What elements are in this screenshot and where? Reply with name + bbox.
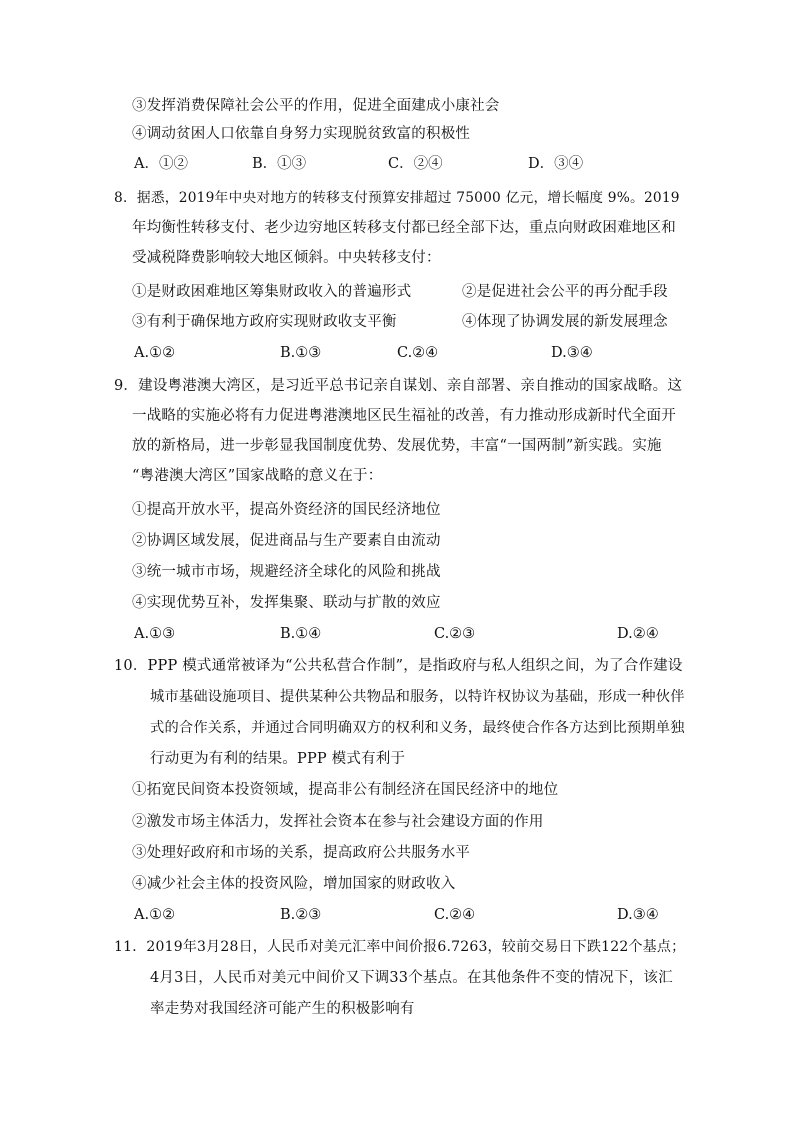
q9-stem-line-4: “粤港澳大湾区”国家战略的意义在于： [132, 468, 383, 484]
q7-item-4: ④调动贫困人口依靠自身努力实现脱贫致富的积极性 [132, 126, 471, 142]
q9-option-c: C.②③ [434, 626, 476, 642]
q8-item-1: ①是财政困难地区筹集财政收入的普遍形式 [132, 284, 412, 300]
q10-option-a: A.①② [134, 907, 176, 923]
q7-option-d: D．③④ [528, 156, 584, 172]
q9-item-4: ④实现优势互补，发挥集聚、联动与扩散的效应 [132, 595, 441, 611]
q8-item-4: ④体现了协调发展的新发展理念 [462, 314, 668, 330]
q10-item-2: ②激发市场主体活力，发挥社会资本在参与社会建设方面的作用 [132, 814, 544, 830]
q10-stem-line-2: 城市基础设施项目、提供某种公共物品和服务，以特许权协议为基础，形成一种伙伴 [150, 689, 685, 705]
q10-stem-line-4: 行动更为有利的结果。PPP 模式有利于 [150, 751, 406, 767]
q7-option-a: A．①② [134, 156, 188, 172]
q10-item-3: ③处理好政府和市场的关系，提高政府公共服务水平 [132, 845, 471, 861]
q9-option-d: D.②④ [617, 626, 659, 642]
q10-stem-line-1: 10．PPP 模式通常被译为“公共私营合作制”，是指政府与私人组织之间，为了合作建设 [114, 658, 683, 674]
q11-stem-line-2: 4月3日，人民币对美元中间价又下调33个基点。在其他条件不变的情况下，该汇 [150, 970, 673, 986]
q9-stem-line-3: 放的新格局，进一步彰显我国制度优势、发展优势，丰富“一国两制”新实践。实施 [132, 438, 662, 454]
q9-item-3: ③统一城市市场，规避经济全球化的风险和挑战 [132, 564, 441, 580]
q8-stem-line-1: 8．据悉，2019年中央对地方的转移支付预算安排超过 75000 亿元，增长幅度 9%。2019 [114, 190, 680, 206]
q7-item-3: ③发挥消费保障社会公平的作用，促进全面建成小康社会 [132, 98, 500, 114]
q8-item-3: ③有利于确保地方政府实现财政收支平衡 [132, 314, 397, 330]
q8-stem-line-2: 年均衡性转移支付、老少边穷地区转移支付都已经全部下达，重点向财政困难地区和 [132, 220, 676, 236]
q8-option-b: B.①③ [280, 345, 322, 361]
q8-option-a: A.①② [134, 345, 176, 361]
q10-item-1: ①拓宽民间资本投资领域，提高非公有制经济在国民经济中的地位 [132, 782, 559, 798]
q10-option-b: B.②③ [280, 907, 322, 923]
q10-stem-line-3: 式的合作关系，并通过合同明确双方的权利和义务，最终使合作各方达到比预期单独 [150, 720, 685, 736]
q9-stem-line-1: 9．建设粤港澳大湾区，是习近平总书记亲自谋划、亲自部署、亲自推动的国家战略。这 [114, 378, 683, 394]
q8-item-2: ②是促进社会公平的再分配手段 [462, 284, 668, 300]
q10-option-c: C.②④ [434, 907, 476, 923]
q10-item-4: ④减少社会主体的投资风险，增加国家的财政收入 [132, 876, 456, 892]
q8-option-c: C.②④ [397, 345, 439, 361]
q9-stem-line-2: 一战略的实施必将有力促进粤港澳地区民生福祉的改善，有力推动形成新时代全面开 [132, 408, 676, 424]
q9-option-a: A.①③ [134, 626, 176, 642]
q11-stem-line-1: 11．2019年3月28日，人民币对美元汇率中间价报6.7263，较前交易日下跌122个基点； [114, 939, 686, 955]
q11-stem-line-3: 率走势对我国经济可能产生的积极影响有 [150, 1001, 415, 1017]
q9-option-b: B.①④ [280, 626, 322, 642]
q7-option-c: C．②④ [388, 156, 443, 172]
q8-stem-line-3: 受减税降费影响较大地区倾斜。中央转移支付： [132, 250, 441, 266]
q9-item-1: ①提高开放水平，提高外资经济的国民经济地位 [132, 502, 441, 518]
q8-option-d: D.③④ [551, 345, 593, 361]
q7-option-b: B．①③ [252, 156, 307, 172]
q10-option-d: D.③④ [617, 907, 659, 923]
q9-item-2: ②协调区域发展，促进商品与生产要素自由流动 [132, 533, 441, 549]
